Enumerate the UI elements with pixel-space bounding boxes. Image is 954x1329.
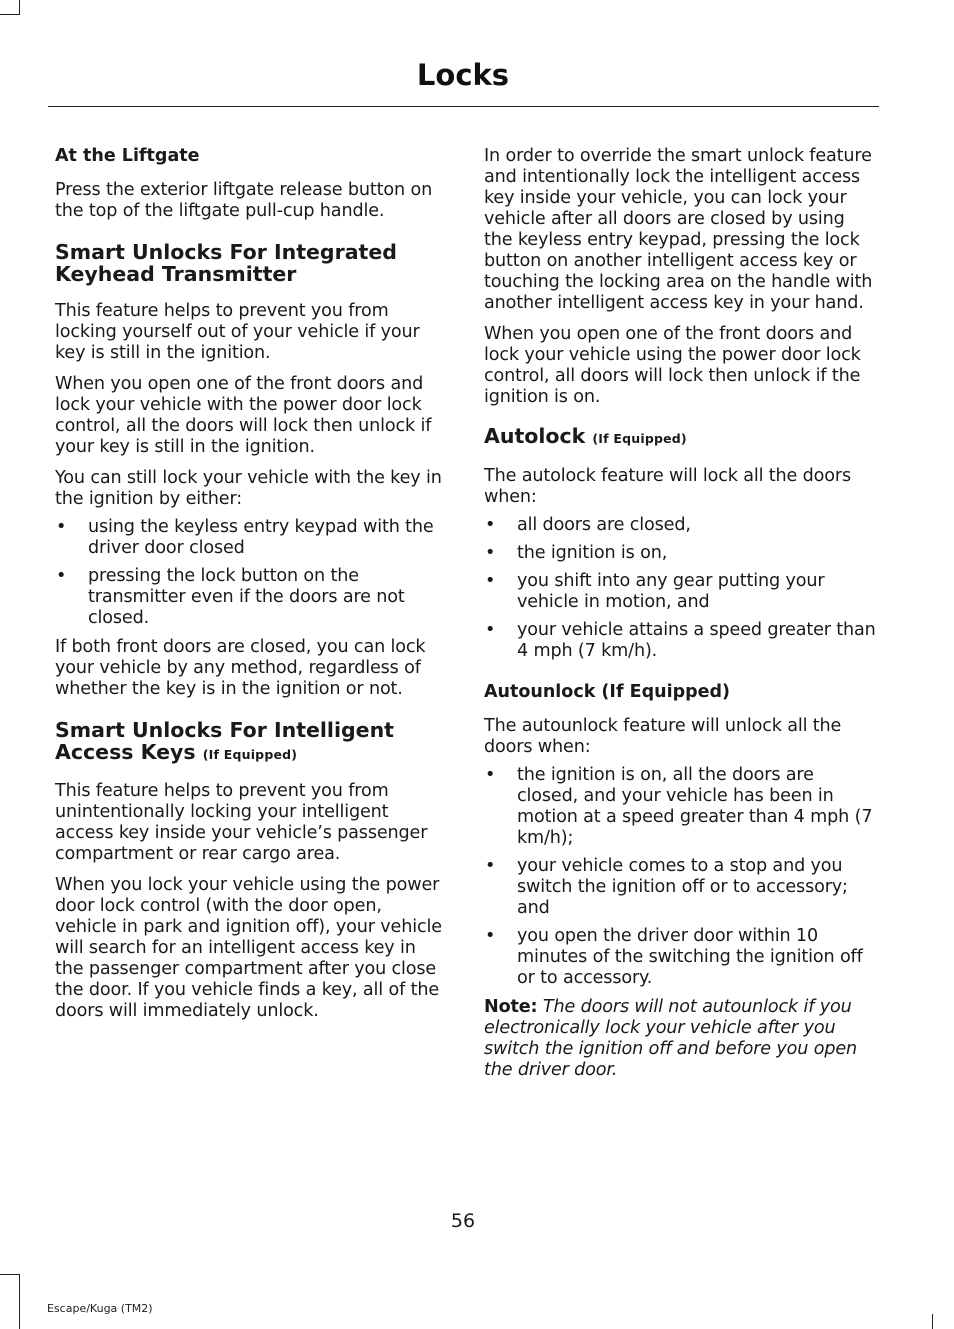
paragraph: This feature helps to prevent you from locking yourself out of your vehicle if your key is still in the ignition. (55, 301, 420, 363)
bullet: • (485, 925, 496, 946)
crop-mark (19, 0, 20, 15)
page-title: Locks (416, 58, 510, 92)
crop-mark (0, 1274, 19, 1275)
paragraph: In order to override the smart unlock feature and intentionally lock the intelligent access key inside your vehicle, you can lock your vehicle after all doors are closed by using the keyless entry keypad, pressing the lock button on another intelligent access key or touching the locking area on the handle with another intelligent access key in your hand. (484, 146, 873, 313)
list-item (55, 517, 447, 559)
bullet: • (485, 855, 496, 876)
liftgate-text: Press the exterior liftgate release button on the top of the liftgate pull-cup handle. (55, 180, 433, 221)
paragraph: When you open one of the front doors and lock your vehicle with the power door lock control, all the doors will lock then unlock if your key is still in the ignition. (55, 374, 432, 457)
note (484, 997, 876, 1081)
crop-mark (0, 14, 19, 15)
list-item-text: the ignition is on, (517, 542, 668, 563)
autolock-heading-text: Autolock (484, 424, 586, 448)
intelligent-access-heading-text: Smart Unlocks For Intelligent Access Keys (55, 718, 394, 764)
paragraph: You can still lock your vehicle with the key in the ignition by either: (55, 468, 442, 509)
right-column (484, 146, 876, 1091)
paragraph: When you open one of the front doors and lock your vehicle using the power door lock control, all doors will lock then unlock if the ignition is on. (484, 324, 861, 407)
list-item (484, 620, 876, 662)
liftgate-heading: At the Liftgate (55, 146, 200, 166)
list-item (484, 543, 876, 564)
footer-model: Escape/Kuga (TM2) (47, 1302, 153, 1315)
list-item (484, 515, 876, 536)
note-label: Note: (484, 996, 538, 1017)
bullet: • (485, 514, 496, 535)
paragraph: This feature helps to prevent you from unintentionally locking your intelligent access key inside your vehicle’s passenger compartment or rear cargo area. (55, 781, 428, 864)
autolock-heading (484, 426, 876, 450)
note-text: The doors will not autounlock if you electronically lock your vehicle after you switch the ignition off and before you open the driver door. (484, 996, 858, 1080)
if-equipped-label: (If Equipped) (202, 746, 298, 762)
list-item (484, 765, 876, 849)
list-item-text: your vehicle comes to a stop and you switch the ignition off or to accessory; and (517, 855, 848, 918)
list-item-text: all doors are closed, (517, 514, 691, 535)
intelligent-access-heading (55, 720, 447, 765)
bullet: • (485, 542, 496, 563)
list-item (484, 926, 876, 989)
list-item-text: using the keyless entry keypad with the driver door closed (88, 517, 434, 558)
bullet: • (56, 566, 67, 586)
page-number: 56 (450, 1210, 476, 1232)
list-item-text: your vehicle attains a speed greater than 4 mph (7 km/h). (517, 619, 876, 661)
bullet: • (485, 619, 496, 640)
if-equipped-label: (If Equipped) (592, 431, 687, 446)
paragraph: The autounlock feature will unlock all the doors when: (484, 715, 842, 757)
bullet: • (485, 570, 496, 591)
paragraph: The autolock feature will lock all the doors when: (484, 465, 851, 507)
bullet: • (56, 517, 67, 537)
integrated-keyhead-heading: Smart Unlocks For Integrated Keyhead Transmitter (55, 240, 397, 286)
list-item (484, 571, 876, 613)
bullet: • (485, 764, 496, 785)
left-column (55, 146, 447, 1032)
list-item-text: you shift into any gear putting your vehicle in motion, and (517, 570, 825, 612)
list-item-text: pressing the lock button on the transmitter even if the doors are not closed. (88, 566, 405, 628)
list-item (484, 856, 876, 919)
bullet-list (484, 515, 876, 662)
crop-mark (932, 1314, 933, 1329)
crop-mark (19, 1274, 20, 1329)
list-item (55, 566, 447, 629)
bullet-list (55, 517, 447, 629)
title-divider (48, 106, 879, 107)
list-item-text: the ignition is on, all the doors are closed, and your vehicle has been in motion at a speed greater than 4 mph (7 km/h); (517, 764, 873, 848)
paragraph: If both front doors are closed, you can lock your vehicle by any method, regardless of whether the key is in the ignition or not. (55, 637, 426, 699)
bullet-list (484, 765, 876, 989)
paragraph: When you lock your vehicle using the power door lock control (with the door open, vehicle in park and ignition off), your vehicle will search for an intelligent access key in the passenger compartment after you close the door. If you vehicle finds a key, all of the doors will immediately unlock. (55, 875, 442, 1021)
autounlock-heading: Autounlock (If Equipped) (484, 681, 731, 702)
list-item-text: you open the driver door within 10 minutes of the switching the ignition off or to accessory. (517, 925, 863, 988)
